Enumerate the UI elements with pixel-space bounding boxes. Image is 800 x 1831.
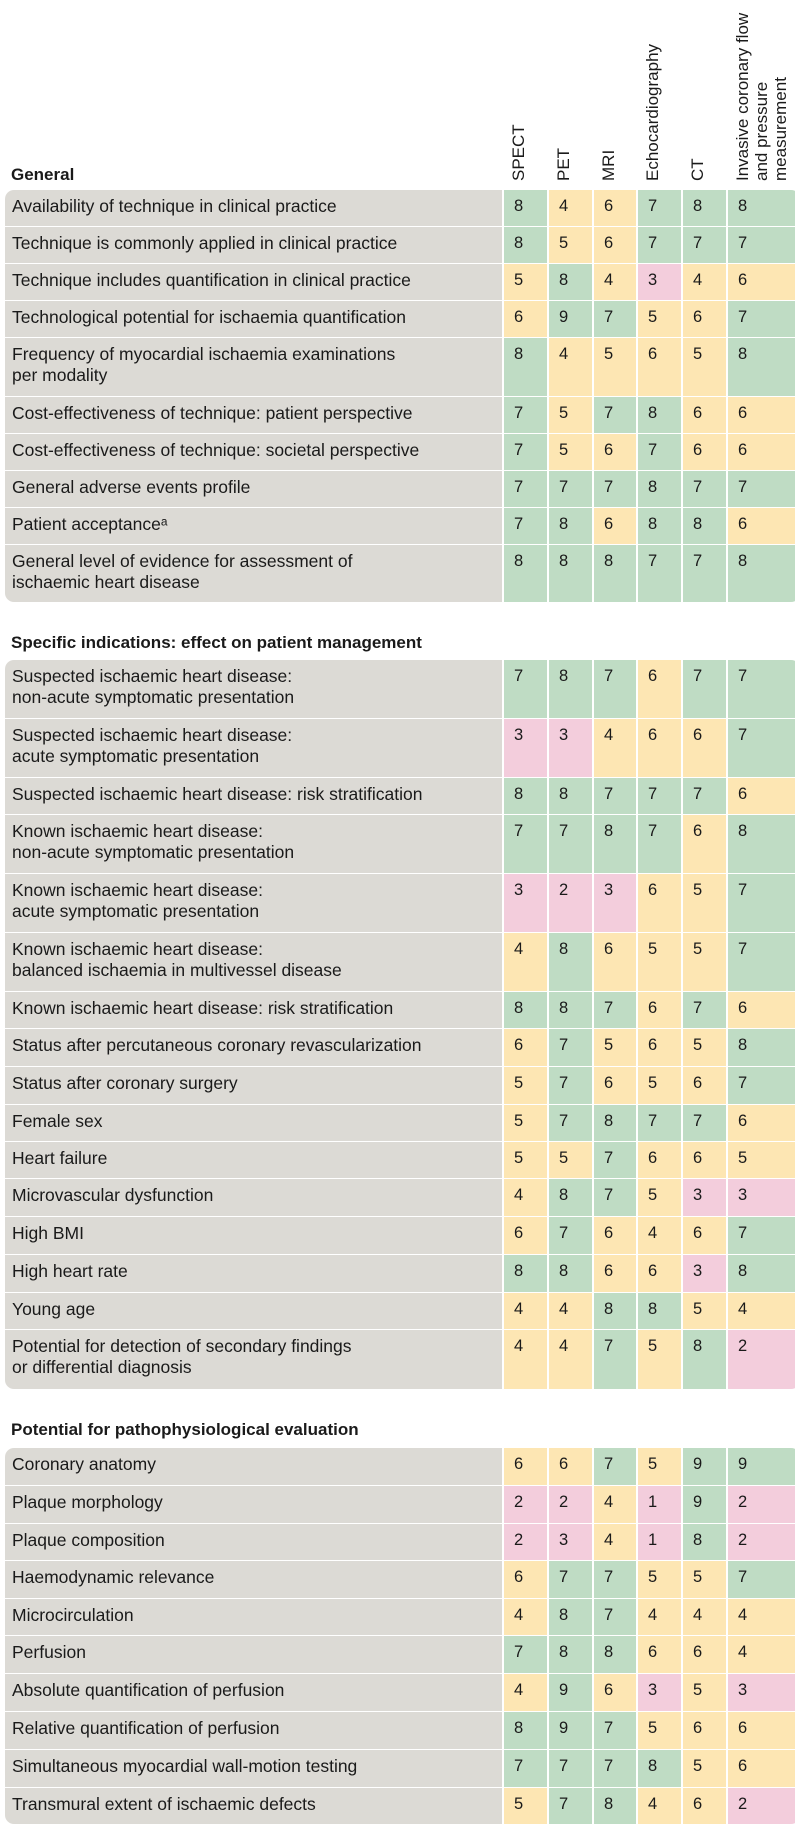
score-cell: 7 <box>503 1750 548 1788</box>
row-label: Suspected ischaemic heart disease: risk stratification <box>5 778 502 815</box>
score-cell: 8 <box>503 190 548 227</box>
score-cell: 6 <box>593 190 637 227</box>
score-cell: 6 <box>637 719 682 778</box>
score-cell: 7 <box>548 815 593 874</box>
column-divider <box>636 190 638 602</box>
column-divider <box>502 190 504 602</box>
score-cell: 5 <box>682 933 727 992</box>
score-cell: 8 <box>548 1255 593 1293</box>
score-cell: 7 <box>682 471 727 508</box>
score-cell: 4 <box>593 719 637 778</box>
row-label: Relative quantification of perfusion <box>5 1712 502 1750</box>
score-cell: 8 <box>593 1636 637 1674</box>
row-label: Microcirculation <box>5 1599 502 1636</box>
score-cell: 8 <box>548 1599 593 1636</box>
score-cell: 7 <box>682 660 727 719</box>
score-cell: 8 <box>727 815 795 874</box>
score-cell: 7 <box>727 1217 795 1255</box>
score-cell: 8 <box>727 545 795 602</box>
score-cell: 6 <box>593 933 637 992</box>
score-cell: 7 <box>637 815 682 874</box>
score-cell: 5 <box>682 1674 727 1712</box>
row-label: High BMI <box>5 1217 502 1255</box>
score-cell: 5 <box>548 397 593 434</box>
column-divider <box>592 660 594 1389</box>
row-label: Microvascular dysfunction <box>5 1179 502 1217</box>
score-cell: 2 <box>727 1330 795 1389</box>
score-cell: 7 <box>548 471 593 508</box>
row-label: Coronary anatomy <box>5 1448 502 1486</box>
column-divider <box>547 190 549 602</box>
score-cell: 7 <box>727 874 795 933</box>
score-cell: 7 <box>727 1067 795 1105</box>
score-cell: 3 <box>637 264 682 301</box>
score-cell: 5 <box>637 301 682 338</box>
score-cell: 7 <box>593 397 637 434</box>
score-cell: 5 <box>637 1179 682 1217</box>
score-cell: 6 <box>503 1561 548 1599</box>
score-cell: 6 <box>593 1067 637 1105</box>
row-label: Haemodynamic relevance <box>5 1561 502 1599</box>
score-cell: 8 <box>727 1029 795 1067</box>
column-divider <box>726 1448 728 1824</box>
column-divider <box>681 190 683 602</box>
score-cell: 5 <box>637 933 682 992</box>
score-cell: 6 <box>593 1674 637 1712</box>
row-label: Known ischaemic heart disease: non-acute symptomatic presentation <box>5 815 502 874</box>
score-cell: 5 <box>637 1712 682 1750</box>
row-label: Suspected ischaemic heart disease: acute symptomatic presentation <box>5 719 502 778</box>
score-cell: 7 <box>593 1448 637 1486</box>
column-header-label: Invasive coronary flow and pressure measurement <box>733 12 790 181</box>
column-divider <box>681 660 683 1389</box>
score-cell: 7 <box>548 1561 593 1599</box>
score-cell: 3 <box>637 1674 682 1712</box>
score-cell: 7 <box>727 933 795 992</box>
score-cell: 6 <box>727 508 795 545</box>
score-cell: 7 <box>503 660 548 719</box>
score-cell: 5 <box>637 1448 682 1486</box>
score-cell: 6 <box>727 1105 795 1142</box>
score-cell: 9 <box>548 1712 593 1750</box>
score-cell: 6 <box>727 264 795 301</box>
score-cell: 4 <box>593 1524 637 1561</box>
score-cell: 6 <box>637 1255 682 1293</box>
section-title: Potential for pathophysiological evaluation <box>11 1420 359 1439</box>
score-cell: 7 <box>548 1067 593 1105</box>
score-cell: 9 <box>548 1674 593 1712</box>
score-cell: 6 <box>727 397 795 434</box>
score-cell: 8 <box>548 1636 593 1674</box>
score-cell: 6 <box>593 1217 637 1255</box>
score-cell: 5 <box>682 1561 727 1599</box>
score-cell: 2 <box>503 1486 548 1524</box>
score-cell: 5 <box>682 1750 727 1788</box>
row-label: Known ischaemic heart disease: acute symptomatic presentation <box>5 874 502 933</box>
score-cell: 5 <box>548 434 593 471</box>
score-cell: 6 <box>593 434 637 471</box>
column-header-label: MRI <box>599 149 618 181</box>
score-cell: 6 <box>727 992 795 1029</box>
score-cell: 7 <box>682 992 727 1029</box>
score-cell: 5 <box>503 1067 548 1105</box>
score-cell: 6 <box>503 1448 548 1486</box>
score-cell: 7 <box>593 1712 637 1750</box>
column-header-echocardiography <box>639 0 683 181</box>
score-cell: 8 <box>682 508 727 545</box>
score-cell: 6 <box>503 301 548 338</box>
row-label: Status after percutaneous coronary revascularization <box>5 1029 502 1067</box>
score-cell: 9 <box>548 301 593 338</box>
score-cell: 7 <box>548 1105 593 1142</box>
column-header-label: PET <box>554 147 573 181</box>
score-cell: 7 <box>727 660 795 719</box>
column-divider <box>502 1448 504 1824</box>
score-cell: 6 <box>682 397 727 434</box>
section-group <box>5 660 800 1389</box>
column-divider <box>636 660 638 1389</box>
section-group <box>5 190 800 602</box>
score-cell: 4 <box>637 1217 682 1255</box>
column-divider <box>681 1448 683 1824</box>
score-cell: 6 <box>503 1217 548 1255</box>
score-cell: 1 <box>637 1486 682 1524</box>
column-divider <box>726 190 728 602</box>
row-label: Cost-effectiveness of technique: societal perspective <box>5 434 502 471</box>
row-label: Young age <box>5 1293 502 1330</box>
score-cell: 7 <box>682 1105 727 1142</box>
score-cell: 8 <box>637 1293 682 1330</box>
score-cell: 4 <box>593 1486 637 1524</box>
score-cell: 5 <box>682 1029 727 1067</box>
score-cell: 8 <box>503 338 548 397</box>
score-cell: 7 <box>682 227 727 264</box>
score-cell: 4 <box>503 1674 548 1712</box>
score-cell: 5 <box>503 264 548 301</box>
row-label: Technique is commonly applied in clinical practice <box>5 227 502 264</box>
score-cell: 4 <box>727 1293 795 1330</box>
score-cell: 7 <box>637 545 682 602</box>
score-cell: 8 <box>548 545 593 602</box>
score-cell: 4 <box>503 1179 548 1217</box>
row-label: Heart failure <box>5 1142 502 1179</box>
section-title: Specific indications: effect on patient management <box>11 633 422 652</box>
column-divider <box>726 660 728 1389</box>
row-label: Patient acceptanceᵃ <box>5 508 502 545</box>
score-cell: 8 <box>637 508 682 545</box>
score-cell: 7 <box>637 1105 682 1142</box>
score-cell: 6 <box>682 1217 727 1255</box>
score-cell: 7 <box>593 992 637 1029</box>
score-cell: 8 <box>503 992 548 1029</box>
score-cell: 8 <box>637 1750 682 1788</box>
score-cell: 7 <box>593 1750 637 1788</box>
score-cell: 2 <box>548 1486 593 1524</box>
score-cell: 7 <box>593 1142 637 1179</box>
row-label: Availability of technique in clinical practice <box>5 190 502 227</box>
score-cell: 2 <box>548 874 593 933</box>
score-cell: 8 <box>548 992 593 1029</box>
score-cell: 5 <box>548 227 593 264</box>
score-cell: 7 <box>593 1179 637 1217</box>
score-cell: 8 <box>682 1524 727 1561</box>
score-cell: 7 <box>637 227 682 264</box>
score-cell: 3 <box>548 719 593 778</box>
score-cell: 7 <box>503 397 548 434</box>
score-cell: 3 <box>593 874 637 933</box>
score-cell: 6 <box>682 815 727 874</box>
score-cell: 6 <box>637 1029 682 1067</box>
score-cell: 5 <box>682 874 727 933</box>
score-cell: 6 <box>727 1712 795 1750</box>
score-cell: 6 <box>682 1788 727 1824</box>
column-divider <box>592 190 594 602</box>
score-cell: 6 <box>637 338 682 397</box>
score-cell: 5 <box>682 338 727 397</box>
score-cell: 5 <box>593 1029 637 1067</box>
score-cell: 9 <box>682 1448 727 1486</box>
score-cell: 8 <box>548 1179 593 1217</box>
score-cell: 7 <box>593 1330 637 1389</box>
score-cell: 6 <box>727 434 795 471</box>
score-cell: 9 <box>682 1486 727 1524</box>
section-title: General <box>11 165 75 184</box>
score-cell: 8 <box>503 545 548 602</box>
score-cell: 3 <box>727 1674 795 1712</box>
score-cell: 8 <box>503 227 548 264</box>
score-cell: 8 <box>548 778 593 815</box>
score-cell: 4 <box>503 933 548 992</box>
row-label: Perfusion <box>5 1636 502 1674</box>
column-divider <box>636 1448 638 1824</box>
score-cell: 5 <box>727 1142 795 1179</box>
score-cell: 7 <box>503 434 548 471</box>
score-cell: 7 <box>637 434 682 471</box>
score-cell: 7 <box>727 227 795 264</box>
row-label: General adverse events profile <box>5 471 502 508</box>
score-cell: 7 <box>548 1750 593 1788</box>
column-divider <box>592 1448 594 1824</box>
score-cell: 8 <box>548 933 593 992</box>
column-divider <box>502 660 504 1389</box>
score-cell: 4 <box>593 264 637 301</box>
column-header-spect <box>505 0 549 181</box>
column-header-invasive <box>729 0 795 181</box>
score-cell: 7 <box>593 301 637 338</box>
score-cell: 4 <box>548 338 593 397</box>
score-cell: 6 <box>682 434 727 471</box>
score-cell: 5 <box>637 1561 682 1599</box>
score-cell: 5 <box>548 1142 593 1179</box>
score-cell: 2 <box>727 1788 795 1824</box>
score-cell: 5 <box>682 1293 727 1330</box>
row-label: Female sex <box>5 1105 502 1142</box>
score-cell: 8 <box>593 1788 637 1824</box>
column-header-label: CT <box>688 158 707 181</box>
score-cell: 8 <box>548 508 593 545</box>
score-cell: 5 <box>637 1067 682 1105</box>
score-cell: 8 <box>727 338 795 397</box>
score-cell: 6 <box>682 719 727 778</box>
score-cell: 6 <box>727 1750 795 1788</box>
score-cell: 5 <box>503 1142 548 1179</box>
score-cell: 6 <box>637 1636 682 1674</box>
score-cell: 9 <box>727 1448 795 1486</box>
row-label: Suspected ischaemic heart disease: non-acute symptomatic presentation <box>5 660 502 719</box>
score-cell: 6 <box>682 301 727 338</box>
column-header-label: Echocardiography <box>643 43 662 181</box>
score-cell: 8 <box>637 471 682 508</box>
row-label: General level of evidence for assessment of ischaemic heart disease <box>5 545 502 602</box>
score-cell: 7 <box>682 778 727 815</box>
score-cell: 4 <box>682 1599 727 1636</box>
column-header-mri <box>595 0 639 181</box>
score-cell: 4 <box>503 1599 548 1636</box>
score-cell: 8 <box>503 778 548 815</box>
score-cell: 6 <box>682 1067 727 1105</box>
score-cell: 7 <box>727 719 795 778</box>
row-label: Technological potential for ischaemia quantification <box>5 301 502 338</box>
score-cell: 7 <box>593 1599 637 1636</box>
score-cell: 2 <box>727 1524 795 1561</box>
score-cell: 6 <box>637 1142 682 1179</box>
score-cell: 4 <box>548 190 593 227</box>
score-cell: 8 <box>593 815 637 874</box>
score-cell: 4 <box>727 1636 795 1674</box>
score-cell: 3 <box>682 1255 727 1293</box>
score-cell: 3 <box>503 719 548 778</box>
score-cell: 7 <box>593 1561 637 1599</box>
score-cell: 8 <box>503 1255 548 1293</box>
score-cell: 8 <box>593 1105 637 1142</box>
score-cell: 8 <box>548 660 593 719</box>
score-cell: 7 <box>727 471 795 508</box>
score-cell: 7 <box>503 471 548 508</box>
score-cell: 7 <box>593 471 637 508</box>
score-cell: 4 <box>637 1788 682 1824</box>
score-cell: 7 <box>727 1561 795 1599</box>
score-cell: 4 <box>548 1330 593 1389</box>
score-cell: 6 <box>682 1712 727 1750</box>
score-cell: 4 <box>548 1293 593 1330</box>
row-label: Transmural extent of ischaemic defects <box>5 1788 502 1824</box>
score-cell: 7 <box>593 660 637 719</box>
score-cell: 1 <box>637 1524 682 1561</box>
score-cell: 6 <box>593 227 637 264</box>
column-divider <box>547 660 549 1389</box>
score-cell: 6 <box>682 1142 727 1179</box>
score-cell: 4 <box>727 1599 795 1636</box>
section-group <box>5 1448 800 1824</box>
score-cell: 5 <box>593 338 637 397</box>
score-cell: 2 <box>727 1486 795 1524</box>
score-cell: 6 <box>593 1255 637 1293</box>
score-cell: 5 <box>503 1788 548 1824</box>
score-cell: 7 <box>548 1029 593 1067</box>
score-cell: 3 <box>682 1179 727 1217</box>
score-cell: 8 <box>682 190 727 227</box>
row-label: Status after coronary surgery <box>5 1067 502 1105</box>
row-label: Simultaneous myocardial wall-motion testing <box>5 1750 502 1788</box>
score-cell: 7 <box>503 1636 548 1674</box>
score-cell: 3 <box>503 874 548 933</box>
score-cell: 6 <box>637 992 682 1029</box>
column-header-label: SPECT <box>509 124 528 181</box>
score-cell: 7 <box>637 190 682 227</box>
column-header-pet <box>550 0 594 181</box>
score-cell: 8 <box>727 1255 795 1293</box>
column-divider <box>547 1448 549 1824</box>
score-cell: 7 <box>682 545 727 602</box>
score-cell: 3 <box>548 1524 593 1561</box>
score-cell: 5 <box>503 1105 548 1142</box>
row-label: Known ischaemic heart disease: balanced ischaemia in multivessel disease <box>5 933 502 992</box>
score-cell: 8 <box>593 545 637 602</box>
score-cell: 8 <box>637 397 682 434</box>
score-cell: 6 <box>682 1636 727 1674</box>
score-cell: 6 <box>503 1029 548 1067</box>
column-header-ct <box>684 0 728 181</box>
score-cell: 7 <box>503 815 548 874</box>
score-cell: 2 <box>503 1524 548 1561</box>
score-cell: 7 <box>637 778 682 815</box>
score-cell: 8 <box>727 190 795 227</box>
score-cell: 8 <box>593 1293 637 1330</box>
score-cell: 4 <box>682 264 727 301</box>
row-label: Frequency of myocardial ischaemia examinations per modality <box>5 338 502 397</box>
score-cell: 4 <box>503 1293 548 1330</box>
row-label: Cost-effectiveness of technique: patient perspective <box>5 397 502 434</box>
score-cell: 7 <box>548 1217 593 1255</box>
row-label: Plaque composition <box>5 1524 502 1561</box>
row-label: Plaque morphology <box>5 1486 502 1524</box>
row-label: Known ischaemic heart disease: risk stratification <box>5 992 502 1029</box>
score-cell: 6 <box>593 508 637 545</box>
row-label: Absolute quantification of perfusion <box>5 1674 502 1712</box>
row-label: Potential for detection of secondary findings or differential diagnosis <box>5 1330 502 1389</box>
score-cell: 8 <box>548 264 593 301</box>
score-cell: 6 <box>727 778 795 815</box>
score-cell: 6 <box>637 874 682 933</box>
row-label: High heart rate <box>5 1255 502 1293</box>
score-cell: 8 <box>503 1712 548 1750</box>
score-cell: 3 <box>727 1179 795 1217</box>
row-label: Technique includes quantification in clinical practice <box>5 264 502 301</box>
score-cell: 5 <box>637 1330 682 1389</box>
score-cell: 7 <box>503 508 548 545</box>
score-cell: 4 <box>503 1330 548 1389</box>
score-cell: 4 <box>637 1599 682 1636</box>
score-cell: 7 <box>593 778 637 815</box>
score-cell: 8 <box>682 1330 727 1389</box>
column-headers <box>503 0 800 183</box>
score-cell: 6 <box>637 660 682 719</box>
score-cell: 7 <box>727 301 795 338</box>
score-cell: 7 <box>548 1788 593 1824</box>
score-cell: 6 <box>548 1448 593 1486</box>
